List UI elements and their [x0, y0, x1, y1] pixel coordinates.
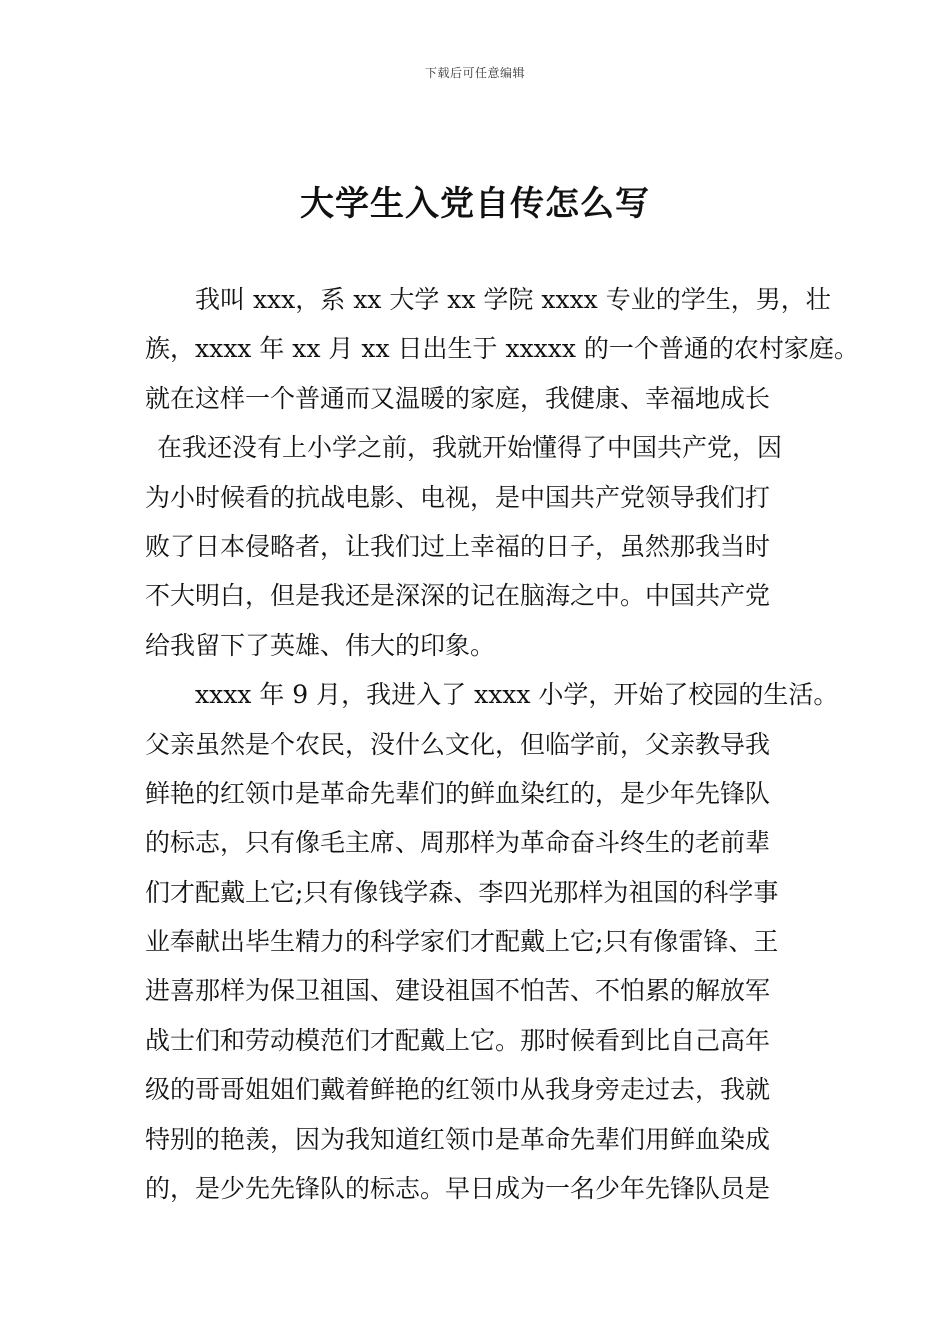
paragraph-line: 们才配戴上它;只有像钱学森、李四光那样为祖国的科学事: [145, 877, 779, 907]
paragraph-line: 为小时候看的抗战电影、电视，是中国共产党领导我们打: [145, 482, 771, 512]
paragraph-line: 在我还没有上小学之前，我就开始懂得了中国共产党，因: [157, 433, 783, 463]
paragraph-line: 的，是少先先锋队的标志。早日成为一名少年先锋队员是: [145, 1174, 771, 1204]
paragraph-line: 族，xxxx 年 xx 月 xx 日出生于 xxxxx 的一个普通的农村家庭。: [145, 334, 859, 364]
document-body: [145, 275, 859, 1213]
paragraph-line: 进喜那样为保卫祖国、建设祖国不怕苦、不怕累的解放军: [145, 976, 771, 1006]
paragraph-line: 父亲虽然是个农民，没什么文化，但临学前，父亲教导我: [145, 729, 771, 759]
paragraph-line: 我叫 xxx，系 xx 大学 xx 学院 xxxx 专业的学生，男，壮: [195, 285, 831, 314]
paragraph-line: 战士们和劳动模范们才配戴上它。那时候看到比自己高年: [145, 1025, 771, 1055]
paragraph-line: 就在这样一个普通而又温暖的家庭，我健康、幸福地成长: [145, 383, 771, 413]
paragraph-line: 的标志，只有像毛主席、周那样为革命奋斗终生的老前辈: [145, 828, 771, 858]
paragraph-line: 鲜艳的红领巾是革命先辈们的鲜血染红的，是少年先锋队: [145, 778, 771, 808]
document-title: 大学生入党自传怎么写: [300, 184, 650, 224]
paragraph-line: 败了日本侵略者，让我们过上幸福的日子，虽然那我当时: [145, 531, 771, 561]
paragraph-line: 给我留下了英雄、伟大的印象。: [145, 630, 496, 660]
paragraph-line: 级的哥哥姐姐们戴着鲜艳的红领巾从我身旁走过去，我就: [145, 1075, 771, 1105]
paragraph-line: 特别的艳羡，因为我知道红领巾是革命先辈们用鲜血染成: [145, 1124, 771, 1154]
paragraph-line: 不大明白，但是我还是深深的记在脑海之中。中国共产党: [145, 581, 771, 611]
header-note: 下载后可任意编辑: [424, 66, 525, 80]
paragraph-line: 业奉献出毕生精力的科学家们才配戴上它;只有像雷锋、王: [145, 927, 779, 957]
paragraph-line: xxxx 年 9 月，我进入了 xxxx 小学，开始了校园的生活。: [195, 680, 839, 710]
